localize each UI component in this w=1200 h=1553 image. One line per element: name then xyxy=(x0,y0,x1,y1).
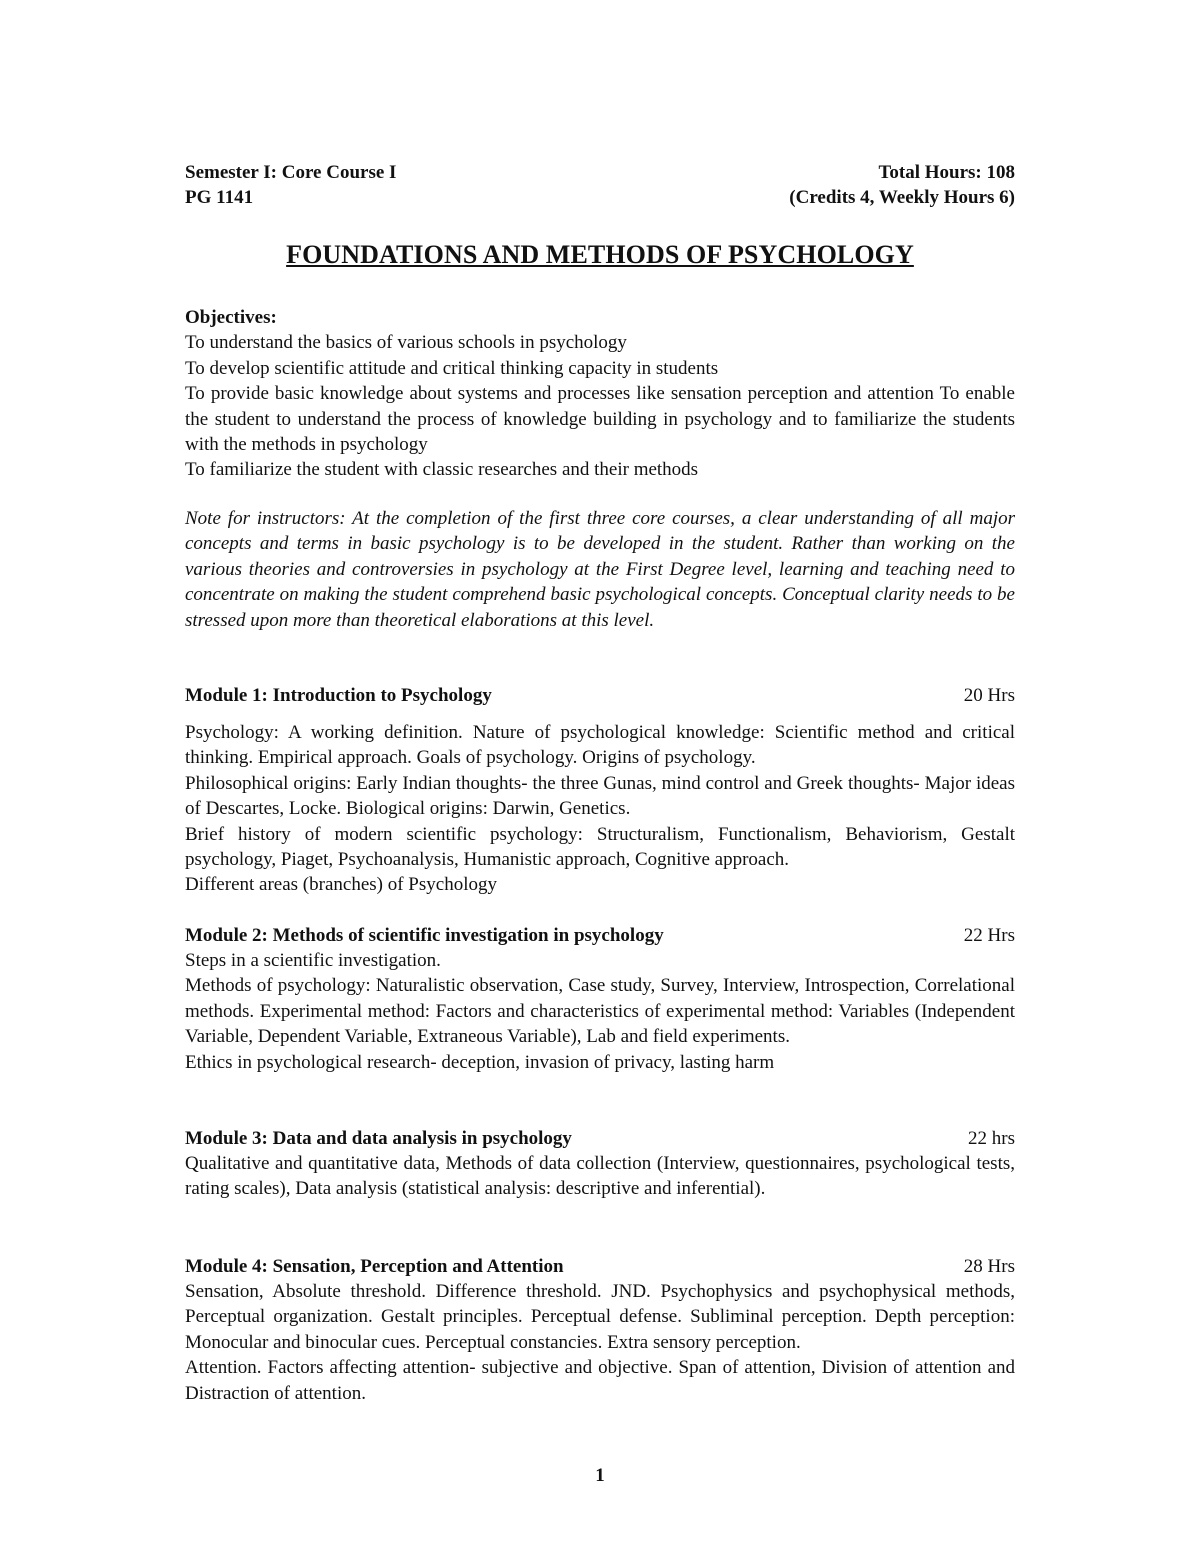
credits-info: (Credits 4, Weekly Hours 6) xyxy=(789,187,1015,208)
instructor-note: Note for instructors: At the completion of the first three core courses, a clear understanding of all major concepts and terms in basic psychology is to be developed in the student. Rather than working on the various theories and controversies in psychology at the First Degree level, learning and teaching need to concentrate on making the student comprehend basic psychological concepts. Conceptual clarity needs to be stressed upon more than theoretical elaborations at this level. xyxy=(185,508,1015,631)
module-title: Module 3: Data and data analysis in psychology xyxy=(185,1128,572,1149)
objectives-heading: Objectives: xyxy=(185,307,277,328)
objective-item: To familiarize the student with classic researches and their methods xyxy=(185,459,699,481)
module-paragraph: Sensation, Absolute threshold. Difference threshold. JND. Psychophysics and psychophysical methods, Perceptual organization. Gestalt principles. Perceptual defense. Subliminal perception. Depth perception: Monocular and binocular cues. Perceptual constancies. Extra sensory perception. xyxy=(185,1281,1015,1353)
page-number: 1 xyxy=(595,1465,605,1486)
module-paragraph: Brief history of modern scientific psychology: Structuralism, Functionalism, Behaviorism, Gestalt psychology, Piaget, Psychoanalysis, Humanistic approach, Cognitive approach. xyxy=(185,823,1015,871)
page-title: FOUNDATIONS AND METHODS OF PSYCHOLOGY xyxy=(286,240,914,269)
module-paragraph: Methods of psychology: Naturalistic observation, Case study, Survey, Interview, Introspection, Correlational methods. Experimental method: Factors and characteristics of experimental method: Variables (Independent Variable, Dependent Variable, Extraneous Variable), Lab and field experiments. xyxy=(185,975,1015,1048)
module-4-heading xyxy=(185,1254,1015,1279)
header-line-2 xyxy=(185,185,1015,210)
module-paragraph: Steps in a scientific investigation. xyxy=(185,950,441,971)
module-paragraph: Attention. Factors affecting attention- subjective and objective. Span of attention, Division of attention and Distraction of attention. xyxy=(185,1357,1015,1404)
module-4-body xyxy=(185,1279,1015,1406)
objectives-section xyxy=(185,305,1015,483)
module-title: Module 1: Introduction to Psychology xyxy=(185,685,492,706)
module-paragraph: Philosophical origins: Early Indian thoughts- the three Gunas, mind control and Greek thoughts- Major ideas of Descartes, Locke. Biological origins: Darwin, Genetics. xyxy=(185,772,1015,820)
semester-label: Semester I: Core Course I xyxy=(185,162,397,183)
module-hours: 20 Hrs xyxy=(963,685,1015,706)
objective-item: To understand the basics of various schools in psychology xyxy=(185,332,627,354)
module-paragraph: Ethics in psychological research- deception, invasion of privacy, lasting harm xyxy=(185,1051,775,1073)
course-code: PG 1141 xyxy=(185,187,254,208)
module-paragraph: Different areas (branches) of Psychology xyxy=(185,874,497,896)
header-line-1 xyxy=(185,160,1015,185)
module-hours: 22 hrs xyxy=(968,1128,1015,1149)
module-hours: 28 Hrs xyxy=(963,1256,1015,1277)
module-3-heading xyxy=(185,1126,1015,1151)
module-1-body xyxy=(185,720,1015,898)
module-title: Module 4: Sensation, Perception and Attention xyxy=(185,1256,564,1277)
objective-item: To develop scientific attitude and critical thinking capacity in students xyxy=(185,357,719,379)
module-2-heading xyxy=(185,923,1015,948)
module-title: Module 2: Methods of scientific investigation in psychology xyxy=(185,925,664,946)
objective-item: To provide basic knowledge about systems and processes like sensation perception and attention To enable the student to understand the process of knowledge building in psychology and to familiarize the students with the methods in psychology xyxy=(185,383,1015,456)
module-1-heading xyxy=(185,683,1015,708)
total-hours: Total Hours: 108 xyxy=(878,162,1015,183)
module-paragraph: Psychology: A working definition. Nature of psychological knowledge: Scientific method and critical thinking. Empirical approach. Goals of psychology. Origins of psychology. xyxy=(185,722,1015,769)
module-paragraph: Qualitative and quantitative data, Methods of data collection (Interview, questionnaires, psychological tests, rating scales), Data analysis (statistical analysis: descriptive and inferential). xyxy=(185,1153,1015,1200)
module-2-body xyxy=(185,948,1015,1075)
module-hours: 22 Hrs xyxy=(963,925,1015,946)
module-3-body xyxy=(185,1151,1015,1202)
